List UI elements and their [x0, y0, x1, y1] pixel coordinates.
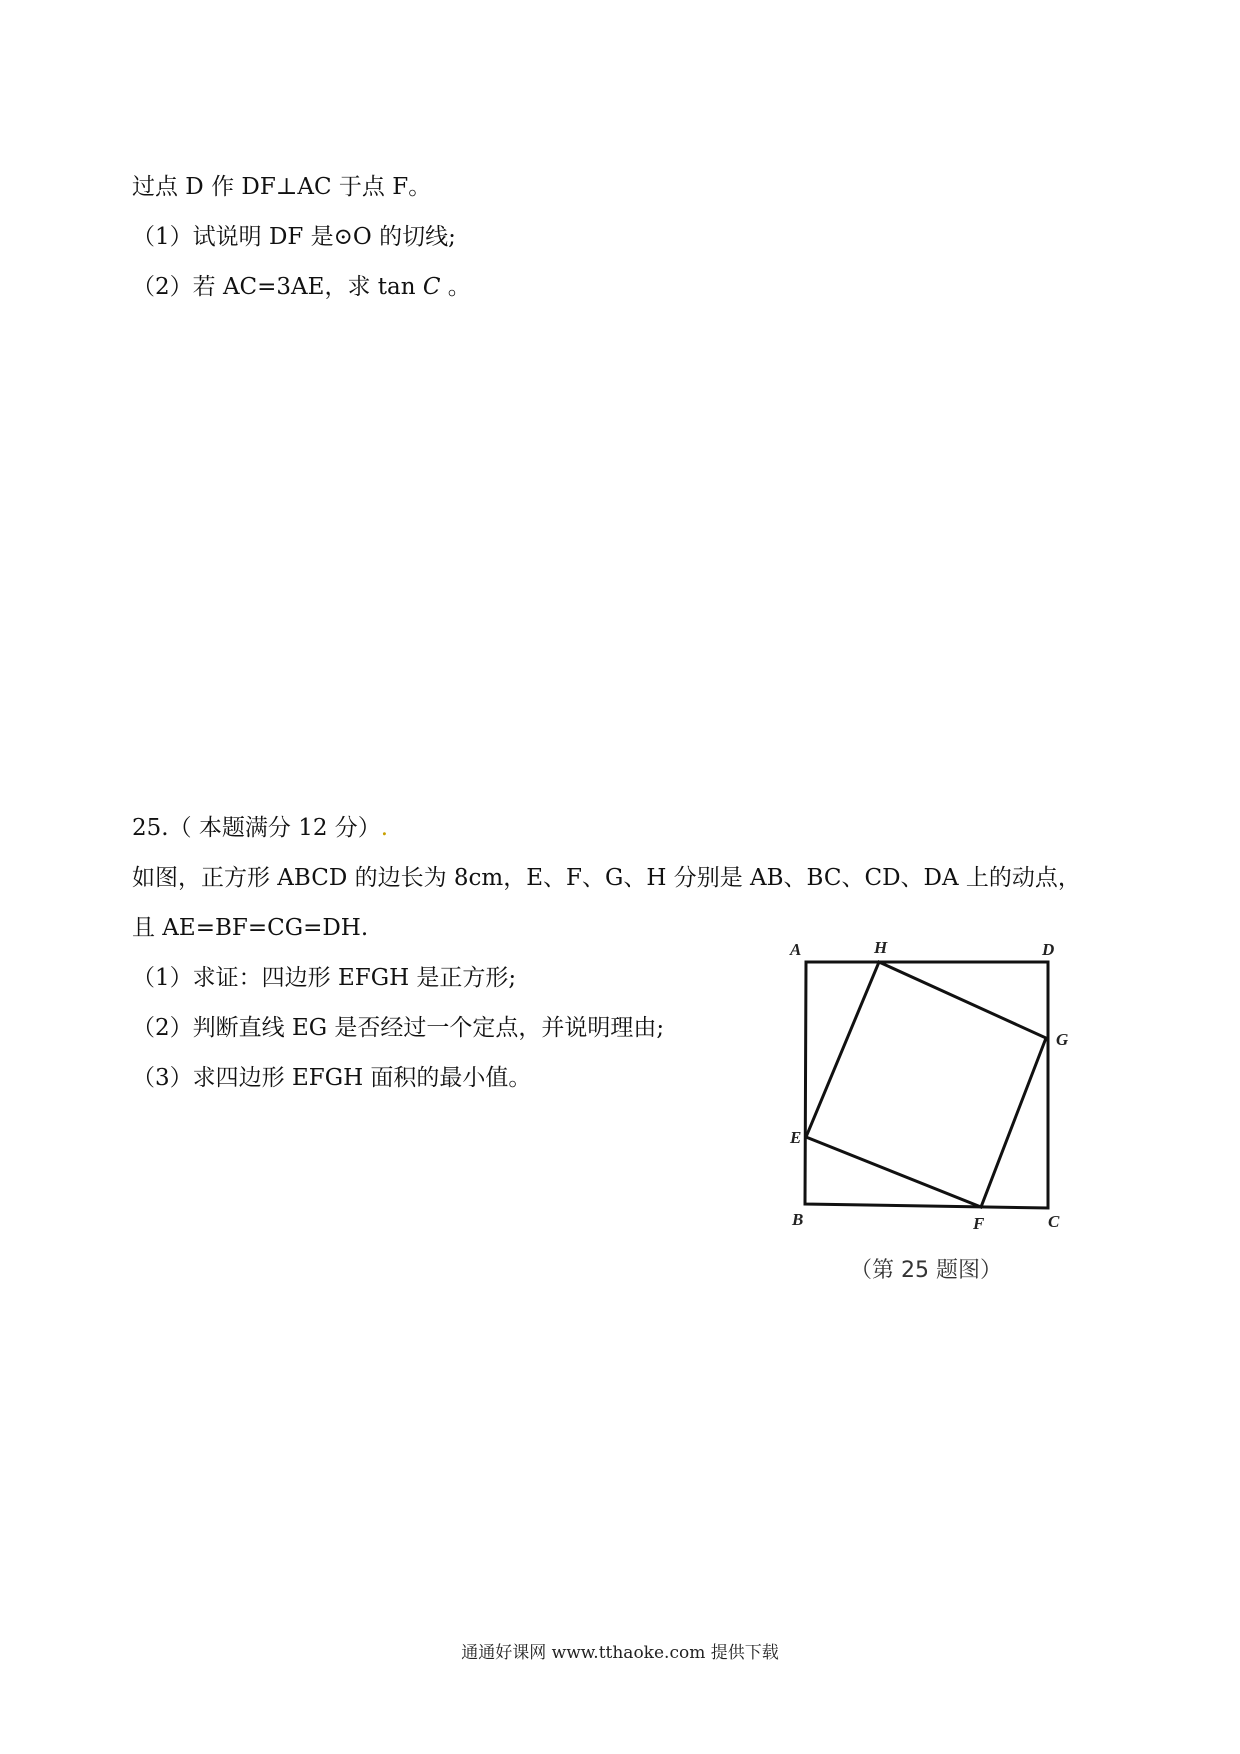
label-g: G [1056, 1030, 1069, 1049]
figure-caption: （第 25 题图） [850, 1258, 1002, 1283]
problem25-header-text: 25.（ 本题满分 12 分） [132, 815, 381, 841]
prev-problem-part2 [132, 272, 471, 302]
footer-text: 通通好课网 www.tthaoke.com 提供下载 [461, 1643, 779, 1663]
problem25-part3: （3）求四边形 EFGH 面积的最小值。 [132, 1065, 532, 1091]
problem25-statement-line1: 如图，正方形 ABCD 的边长为 8cm，E、F、G、H 分别是 AB、BC、CD、DA 上的动点， [132, 865, 1081, 891]
label-d: D [1042, 940, 1055, 959]
square-figure [780, 930, 1100, 1280]
label-a: A [790, 940, 802, 959]
problem25-statement-line2: 且 AE=BF=CG=DH. [132, 915, 369, 941]
problem25-header [132, 813, 388, 843]
part2-variable: C [422, 274, 441, 300]
label-h: H [874, 938, 888, 957]
prev-problem-part1: （1）试说明 DF 是⊙O 的切线; [132, 224, 456, 250]
problem25-part1: （1）求证：四边形 EFGH 是正方形; [132, 965, 517, 991]
label-e: E [790, 1128, 802, 1147]
problem25-header-dot: . [380, 815, 389, 841]
outer-square-abcd [805, 962, 1048, 1208]
label-c: C [1048, 1212, 1060, 1231]
part2-prefix: （2）若 AC=3AE，求 tan [132, 274, 423, 300]
prev-problem-line1: 过点 D 作 DF⊥AC 于点 F。 [132, 174, 432, 200]
label-b: B [792, 1210, 804, 1229]
part2-suffix: 。 [440, 274, 471, 300]
inner-square-efgh [806, 962, 1046, 1207]
label-f: F [973, 1214, 985, 1233]
problem25-part2: （2）判断直线 EG 是否经过一个定点，并说明理由; [132, 1015, 665, 1041]
